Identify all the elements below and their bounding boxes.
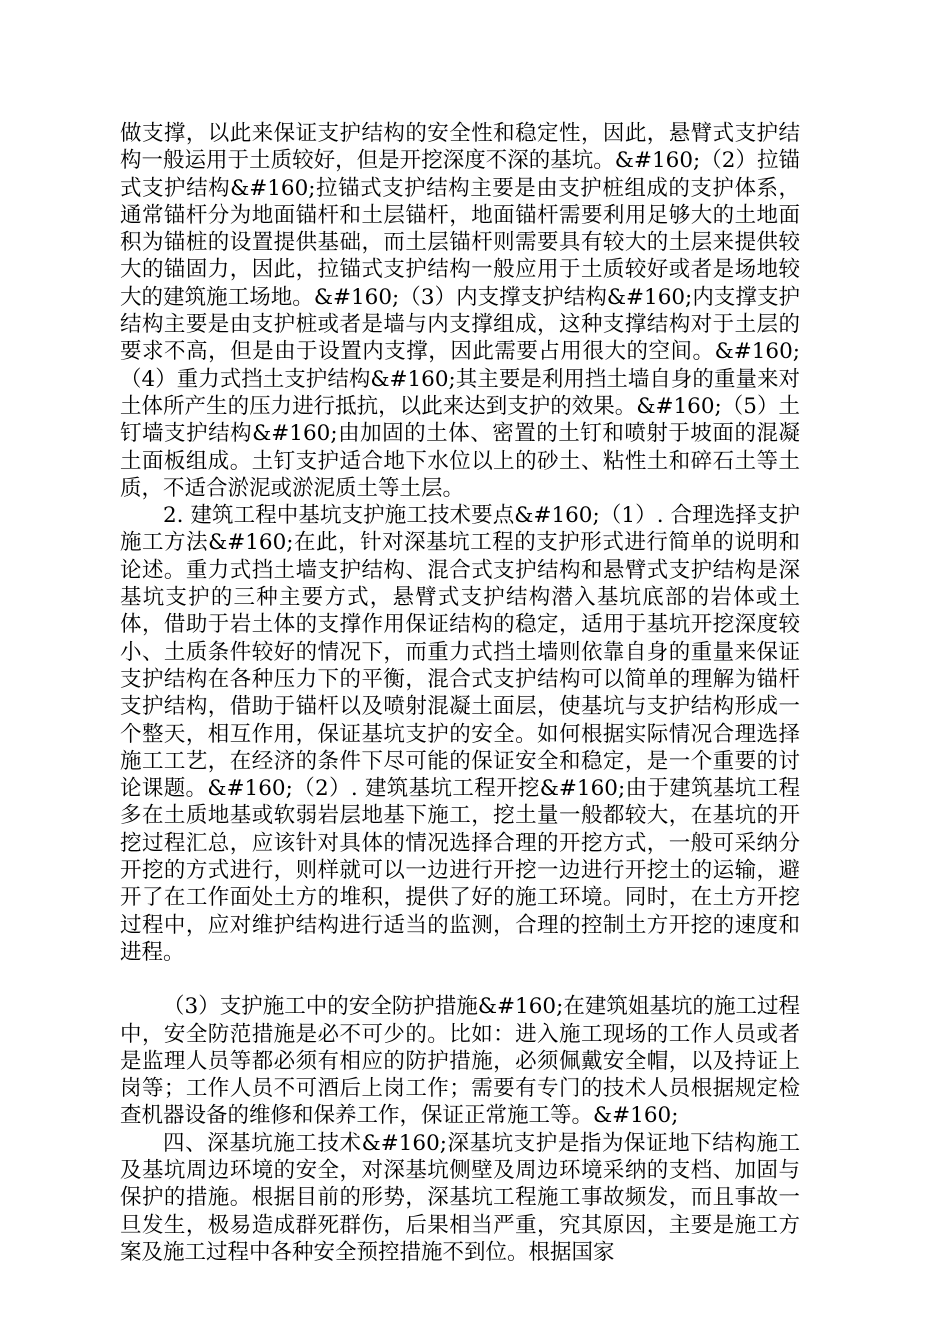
document-body <box>120 120 800 1266</box>
paragraph-deep-pit-technology: 四、深基坑施工技术&#160;深基坑支护是指为保证地下结构施工及基坑周边环境的安全，对深基坑侧壁及周边环境采纳的支档、加固与保护的措施。根据目前的形势，深基坑工程施工事故频发，而且事故一旦发生，极易造成群死群伤，后果相当严重，究其原因，主要是施工方案及施工过程中各种安全预控措施不到位。根据国家 <box>120 1130 800 1265</box>
paragraph-safety-measures: （3）支护施工中的安全防护措施&#160;在建筑姐基坑的施工过程中，安全防范措施是必不可少的。比如：进入施工现场的工作人员或者是监理人员等都必须有相应的防护措施，必须佩戴安全帽，以及持证上岗等；工作人员不可酒后上岗工作；需要有专门的技术人员根据规定检查机器设备的维修和保养工作，保证正常施工等。&#160; <box>120 994 800 1129</box>
paragraph-construction-key-points: 2. 建筑工程中基坑支护施工技术要点&#160;（1）. 合理选择支护施工方法&#160;在此，针对深基坑工程的支护形式进行简单的说明和论述。重力式挡土墙支护结构、混合式支护结构和悬臂式支护结构是深基坑支护的三种主要方式，悬臂式支护结构潜入基坑底部的岩体或土体，借助于岩土体的支撑作用保证结构的稳定，适用于基坑开挖深度较小、土质条件较好的情况下，而重力式挡土墙则依靠自身的重量来保证支护结构在各种压力下的平衡，混合式支护结构可以简单的理解为锚杆支护结构，借助于锚杆以及喷射混凝土面层，使基坑与支护结构形成一个整天，相互作用，保证基坑支护的安全。如何根据实际情况合理选择施工工艺，在经济的条件下尽可能的保证安全和稳定，是一个重要的讨论课题。&#160;（2）. 建筑基坑工程开挖&#160;由于建筑基坑工程多在土质地基或软弱岩层地基下施工，挖土量一般都较大，在基坑的开挖过程汇总，应该针对具体的情况选择合理的开挖方式，一般可采纳分开挖的方式进行，则样就可以一边进行开挖一边进行开挖土的运输，避开了在工作面处土方的堆积，提供了好的施工环境。同时，在土方开挖过程中，应对维护结构进行适当的监测，合理的控制土方开挖的速度和进程。 <box>120 503 800 965</box>
paragraph-support-types: 做支撑，以此来保证支护结构的安全性和稳定性，因此，悬臂式支护结构一般运用于土质较好，但是开挖深度不深的基坑。&#160;（2）拉锚式支护结构&#160;拉锚式支护结构主要是由支护桩组成的支护体系，通常锚杆分为地面锚杆和土层锚杆，地面锚杆需要利用足够大的土地面积为锚桩的设置提供基础，而土层锚杆则需要具有较大的土层来提供较大的锚固力，因此，拉锚式支护结构一般应用于土质较好或者是场地较大的建筑施工场地。&#160;（3）内支撑支护结构&#160;内支撑支护结构主要是由支护桩或者是墙与内支撑组成，这种支撑结构对于土层的要求不高，但是由于设置内支撑，因此需要占用很大的空间。&#160;（4）重力式挡土支护结构&#160;其主要是利用挡土墙自身的重量来对土体所产生的压力进行抵抗，以此来达到支护的效果。&#160;（5）土钉墙支护结构&#160;由加固的土体、密置的土钉和喷射于坡面的混凝土面板组成。土钉支护适合地下水位以上的砂土、粘性土和碎石土等土质，不适合淤泥或淤泥质土等土层。 <box>120 121 800 501</box>
